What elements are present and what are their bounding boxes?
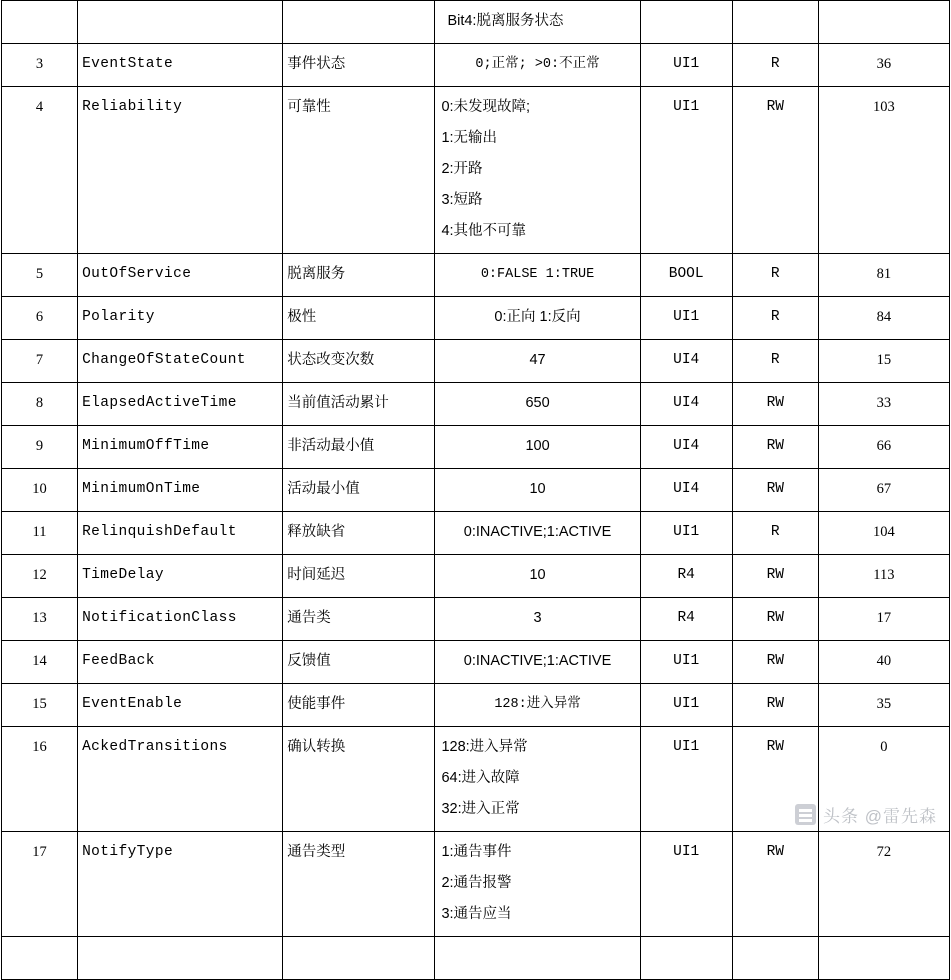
cell-datatype [640,937,732,980]
table-row [2,512,950,555]
table-row [2,937,950,980]
table-row [2,598,950,641]
cell-value: 0:INACTIVE;1:ACTIVE [435,641,640,684]
cell-index: 10 [2,469,78,512]
cell-access: R [732,512,818,555]
cell-property-name: OutOfService [78,254,283,297]
cell-property-name: Polarity [78,297,283,340]
watermark [795,802,937,827]
table-row [2,1,950,44]
cell-property-name: MinimumOffTime [78,426,283,469]
table-row [2,297,950,340]
value-line: 1:无输出 [441,130,498,146]
cell-datatype: UI4 [640,383,732,426]
cell-chinese-name: 时间延迟 [283,555,435,598]
value-line: 0:未发现故障; [441,99,531,115]
cell-property-name: AckedTransitions [78,727,283,832]
cell-access: RW [732,598,818,641]
cell-property-name: Reliability [78,87,283,254]
cell-value: 0:INACTIVE;1:ACTIVE [435,512,640,555]
value-line: 3:通告应当 [441,906,512,922]
cell-access: RW [732,87,818,254]
cell-number: 33 [818,383,949,426]
cell-value: 10 [435,555,640,598]
cell-datatype: UI1 [640,87,732,254]
value-line: 128:进入异常 [441,739,528,755]
value-line: Bit4:脱离服务状态 [447,13,564,29]
cell-access: RW [732,832,818,937]
cell-property-name: ElapsedActiveTime [78,383,283,426]
cell-datatype: UI1 [640,727,732,832]
cell-value: 128:进入异常 [435,684,640,727]
cell-value [435,1,640,44]
cell-access [732,937,818,980]
cell-datatype: UI4 [640,426,732,469]
table-row [2,383,950,426]
cell-chinese-name [283,937,435,980]
cell-datatype: UI1 [640,297,732,340]
table-row [2,684,950,727]
table-row [2,340,950,383]
watermark-text: 头条 @雷先森 [823,807,937,826]
cell-index: 8 [2,383,78,426]
cell-number: 36 [818,44,949,87]
cell-value: 0:正向 1:反向 [435,297,640,340]
cell-number: 67 [818,469,949,512]
cell-property-name: EventEnable [78,684,283,727]
cell-value: 0;正常; >0:不正常 [435,44,640,87]
cell-property-name: EventState [78,44,283,87]
cell-index [2,937,78,980]
cell-index: 15 [2,684,78,727]
cell-value: 100 [435,426,640,469]
cell-chinese-name: 非活动最小值 [283,426,435,469]
cell-index: 3 [2,44,78,87]
cell-chinese-name: 事件状态 [283,44,435,87]
cell-index: 9 [2,426,78,469]
cell-index: 14 [2,641,78,684]
cell-chinese-name: 反馈值 [283,641,435,684]
cell-access: RW [732,469,818,512]
cell-number: 84 [818,297,949,340]
table-row [2,426,950,469]
cell-value: 650 [435,383,640,426]
cell-datatype: UI4 [640,469,732,512]
cell-access: R [732,297,818,340]
cell-access: R [732,340,818,383]
cell-number: 15 [818,340,949,383]
cell-index: 4 [2,87,78,254]
cell-access: R [732,254,818,297]
cell-access: RW [732,383,818,426]
cell-index: 12 [2,555,78,598]
cell-value: 0:FALSE 1:TRUE [435,254,640,297]
cell-chinese-name: 释放缺省 [283,512,435,555]
cell-chinese-name: 通告类 [283,598,435,641]
value-line: 1:通告事件 [441,844,512,860]
cell-index: 17 [2,832,78,937]
cell-chinese-name: 可靠性 [283,87,435,254]
cell-number [818,1,949,44]
table-row [2,469,950,512]
cell-datatype: R4 [640,598,732,641]
cell-property-name: MinimumOnTime [78,469,283,512]
value-line: 64:进入故障 [441,770,520,786]
cell-chinese-name: 当前值活动累计 [283,383,435,426]
cell-property-name: FeedBack [78,641,283,684]
cell-number: 17 [818,598,949,641]
cell-number: 104 [818,512,949,555]
cell-property-name: ChangeOfStateCount [78,340,283,383]
cell-datatype [640,1,732,44]
value-line: 3:短路 [441,192,483,208]
cell-datatype: UI4 [640,340,732,383]
cell-value [435,937,640,980]
cell-index: 5 [2,254,78,297]
value-line: 2:通告报警 [441,875,512,891]
cell-chinese-name: 极性 [283,297,435,340]
cell-access: RW [732,727,818,832]
cell-number [818,937,949,980]
cell-access: R [732,44,818,87]
cell-chinese-name: 通告类型 [283,832,435,937]
toutiao-logo-icon [795,804,816,825]
cell-value: 3 [435,598,640,641]
table-row [2,641,950,684]
cell-chinese-name [283,1,435,44]
cell-datatype: UI1 [640,512,732,555]
cell-access: RW [732,555,818,598]
cell-datatype: UI1 [640,832,732,937]
cell-index: 11 [2,512,78,555]
value-line: 32:进入正常 [441,801,520,817]
cell-access: RW [732,641,818,684]
cell-property-name: RelinquishDefault [78,512,283,555]
table-body [2,1,950,980]
cell-property-name [78,1,283,44]
cell-chinese-name: 状态改变次数 [283,340,435,383]
cell-chinese-name: 活动最小值 [283,469,435,512]
table-row [2,254,950,297]
cell-value [435,832,640,937]
cell-index: 6 [2,297,78,340]
cell-number: 81 [818,254,949,297]
cell-number: 40 [818,641,949,684]
cell-property-name [78,937,283,980]
cell-datatype: UI1 [640,44,732,87]
table-row [2,832,950,937]
value-line: 4:其他不可靠 [441,223,527,239]
cell-value: 47 [435,340,640,383]
cell-number: 103 [818,87,949,254]
cell-value [435,87,640,254]
cell-chinese-name: 使能事件 [283,684,435,727]
cell-number: 0 [818,727,949,832]
cell-property-name: NotifyType [78,832,283,937]
cell-number: 66 [818,426,949,469]
cell-datatype: UI1 [640,684,732,727]
cell-value: 10 [435,469,640,512]
table-row [2,44,950,87]
cell-index: 13 [2,598,78,641]
cell-datatype: R4 [640,555,732,598]
cell-property-name: TimeDelay [78,555,283,598]
cell-access: RW [732,684,818,727]
cell-chinese-name: 脱离服务 [283,254,435,297]
table-row [2,555,950,598]
cell-index: 7 [2,340,78,383]
cell-access: RW [732,426,818,469]
cell-datatype: BOOL [640,254,732,297]
cell-index: 16 [2,727,78,832]
property-spec-table [1,0,950,980]
cell-number: 113 [818,555,949,598]
cell-chinese-name: 确认转换 [283,727,435,832]
cell-number: 72 [818,832,949,937]
cell-access [732,1,818,44]
value-line: 2:开路 [441,161,483,177]
cell-index [2,1,78,44]
cell-datatype: UI1 [640,641,732,684]
table-row [2,87,950,254]
cell-property-name: NotificationClass [78,598,283,641]
cell-number: 35 [818,684,949,727]
cell-value [435,727,640,832]
